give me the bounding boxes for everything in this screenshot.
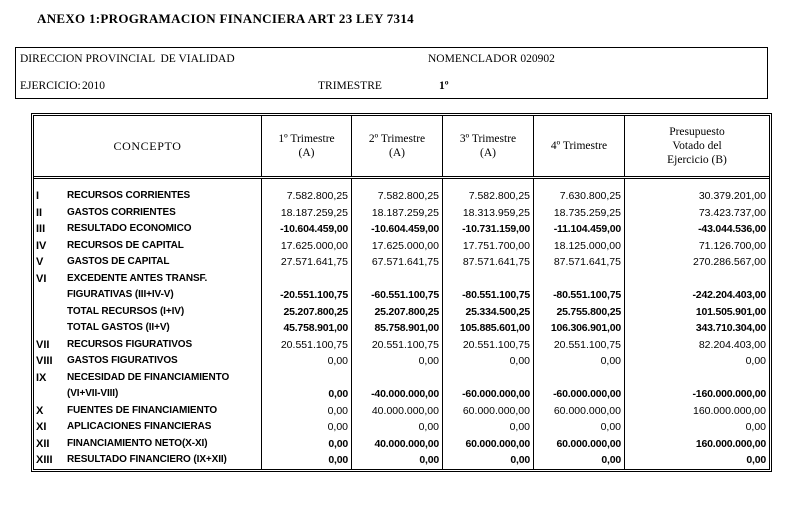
roman-numeral: VI [36,272,47,285]
concept-cell [34,320,262,337]
value-cell: -80.551.100,75 [534,287,625,304]
value-cell [443,271,534,288]
concept-cell [34,304,262,321]
row-label: RECURSOS DE CAPITAL [67,239,184,251]
concept-cell [34,419,262,436]
value-cell [352,271,443,288]
roman-numeral: XIII [36,454,53,466]
roman-numeral: II [36,206,43,219]
table-row [34,320,769,337]
value-cell: 343.710.304,00 [695,322,766,334]
roman-numeral: X [36,404,44,417]
concept-cell [34,370,262,387]
roman-numeral [34,179,67,188]
roman-numeral: IV [36,239,47,252]
value-cell: 71.126.700,00 [698,239,766,252]
row-label: FIGURATIVAS (III+IV-V) [67,289,174,300]
value-cell: 40.000.000,00 [352,403,443,420]
roman-numeral [34,304,67,321]
value-cell: 0,00 [352,419,443,436]
value-cell: 87.571.641,75 [443,254,534,271]
value-cell: 18.735.259,25 [534,205,625,222]
entity-name: DIRECCION PROVINCIAL DE VIALIDAD [20,53,235,65]
roman-numeral: IX [36,371,47,384]
value-cell: 0,00 [745,421,766,433]
value-cell: -160.000.000,00 [692,388,766,400]
roman-numeral: I [36,190,40,202]
table-header-row [34,116,769,179]
row-label: RESULTADO FINANCIERO (IX+XII) [67,454,227,465]
trimestre-value: 1º [439,80,449,92]
concept-cell [34,403,262,420]
value-cell: 20.551.100,75 [352,337,443,354]
concept-cell [34,238,262,255]
row-label: EXCEDENTE ANTES TRANSF. [67,272,208,284]
value-cell: -43.044.536,00 [698,223,766,235]
value-cell: 73.423.737,00 [698,206,766,219]
value-cell: 7.582.800,25 [262,188,352,205]
concept-column-header: CONCEPTO [34,116,262,176]
table-row [34,271,769,288]
value-cell: 0,00 [745,355,766,367]
value-cell: 0,00 [534,353,625,370]
value-cell: 160.000.000,00 [695,437,766,450]
value-cell: 0,00 [262,419,352,436]
value-cell: 67.571.641,75 [352,254,443,271]
value-cell: 17.751.700,00 [443,238,534,255]
roman-numeral: VIII [36,355,53,367]
value-cell: 45.758.901,00 [262,320,352,337]
value-cell: 40.000.000,00 [352,436,443,453]
concept-cell [34,188,262,205]
value-cell: 25.755.800,25 [534,304,625,321]
table-row [34,436,769,453]
value-cell [352,370,443,387]
column-header: 4º Trimestre [534,116,625,176]
value-cell [443,179,534,188]
concept-cell [34,287,262,304]
trimestre-label: TRIMESTRE [318,80,382,92]
roman-numeral [34,386,67,403]
page-title: ANEXO 1:PROGRAMACION FINANCIERA ART 23 LEY 7314 [37,11,414,26]
value-cell: 0,00 [262,386,352,403]
info-box [15,47,768,99]
row-label: GASTOS DE CAPITAL [67,256,170,267]
value-cell: -11.104.459,00 [534,221,625,238]
value-cell: 101.505.901,00 [695,305,766,318]
value-cell: 0,00 [443,353,534,370]
table-row [34,337,769,354]
value-cell: 60.000.000,00 [534,436,625,453]
value-cell: 0,00 [352,353,443,370]
financial-table [31,113,772,472]
value-cell: 7.582.800,25 [443,188,534,205]
row-label: TOTAL RECURSOS (I+IV) [67,305,185,317]
value-cell: 25.207.800,25 [262,304,352,321]
roman-numeral: VII [36,338,50,351]
value-cell: -40.000.000,00 [352,386,443,403]
value-cell: 0,00 [746,454,766,466]
ejercicio-value: 2010 [82,80,105,92]
value-cell: -10.604.459,00 [352,221,443,238]
value-cell: 0,00 [443,419,534,436]
value-cell: 85.758.901,00 [352,320,443,337]
row-label: TOTAL GASTOS (II+V) [67,322,170,333]
table-row [34,370,769,387]
value-cell [625,271,769,288]
value-cell: 105.885.601,00 [443,320,534,337]
value-cell [262,370,352,387]
concept-cell [34,386,262,403]
table-row [34,419,769,436]
value-cell [262,179,352,188]
value-cell: 160.000.000,00 [693,404,766,417]
value-cell: 0,00 [352,452,443,469]
concept-cell [34,179,262,188]
roman-numeral: III [36,223,46,235]
table-row [34,353,769,370]
value-cell: 18.125.000,00 [534,238,625,255]
value-cell: 27.571.641,75 [262,254,352,271]
value-cell: 20.551.100,75 [262,337,352,354]
value-cell: 0,00 [534,419,625,436]
row-label: RECURSOS CORRIENTES [67,190,191,201]
table-row [34,452,769,469]
roman-numeral: XII [36,437,50,450]
row-label: APLICACIONES FINANCIERAS [67,421,212,432]
value-cell: 0,00 [262,436,352,453]
value-cell: 106.306.901,00 [534,320,625,337]
value-cell: 17.625.000,00 [262,238,352,255]
table-row [34,287,769,304]
value-cell: 25.334.500,25 [443,304,534,321]
value-cell: 25.207.800,25 [352,304,443,321]
concept-cell [34,353,262,370]
value-cell: 0,00 [443,452,534,469]
value-cell: 60.000.000,00 [443,403,534,420]
value-cell [352,179,443,188]
table-row [34,304,769,321]
value-cell [625,179,769,188]
value-cell: 18.187.259,25 [262,205,352,222]
value-cell [262,271,352,288]
value-cell: 82.204.403,00 [698,338,766,351]
table-row [34,254,769,271]
value-cell: 0,00 [262,353,352,370]
row-label: NECESIDAD DE FINANCIAMIENTO [67,371,230,383]
value-cell: 20.551.100,75 [443,337,534,354]
value-cell: -242.204.403,00 [692,289,766,301]
value-cell [625,370,769,387]
table-body [34,179,769,469]
value-cell: 30.379.201,00 [698,190,766,202]
concept-cell [34,205,262,222]
table-row [34,188,769,205]
value-cell: 7.630.800,25 [534,188,625,205]
roman-numeral: V [36,256,44,268]
concept-cell [34,337,262,354]
table-row [34,238,769,255]
concept-cell [34,271,262,288]
roman-numeral [34,320,67,337]
value-cell: -60.551.100,75 [352,287,443,304]
concept-cell [34,452,262,469]
value-cell: 18.187.259,25 [352,205,443,222]
value-cell: 60.000.000,00 [443,436,534,453]
ejercicio-label: EJERCICIO: [20,80,81,92]
value-cell: 87.571.641,75 [534,254,625,271]
value-cell [534,370,625,387]
value-cell [443,370,534,387]
value-cell: 18.313.959,25 [443,205,534,222]
value-cell [534,271,625,288]
value-cell: -10.604.459,00 [262,221,352,238]
value-cell: -60.000.000,00 [534,386,625,403]
value-cell: 0,00 [262,452,352,469]
table-row [34,386,769,403]
roman-numeral: XI [36,421,47,433]
row-label: RECURSOS FIGURATIVOS [67,338,193,350]
value-cell: -80.551.100,75 [443,287,534,304]
row-label: (VI+VII-VIII) [67,388,119,399]
value-cell: -10.731.159,00 [443,221,534,238]
row-label: FINANCIAMIENTO NETO(X-XI) [67,437,208,449]
value-cell: 17.625.000,00 [352,238,443,255]
row-label: GASTOS FIGURATIVOS [67,355,178,366]
value-cell: 270.286.567,00 [693,256,766,268]
table-row [34,221,769,238]
column-header: 2º Trimestre (A) [352,116,443,176]
row-label: GASTOS CORRIENTES [67,206,176,218]
value-cell: -20.551.100,75 [262,287,352,304]
value-cell: 7.582.800,25 [352,188,443,205]
value-cell [534,179,625,188]
roman-numeral [34,287,67,304]
table-row [34,205,769,222]
row-label: FUENTES DE FINANCIAMIENTO [67,404,218,416]
table-row [34,403,769,420]
nomenclador: NOMENCLADOR 020902 [428,53,555,65]
value-cell: 0,00 [534,452,625,469]
concept-cell [34,221,262,238]
concept-cell [34,436,262,453]
value-cell: 20.551.100,75 [534,337,625,354]
column-header: 1º Trimestre (A) [262,116,352,176]
row-label: RESULTADO ECONOMICO [67,223,192,234]
value-cell: 60.000.000,00 [534,403,625,420]
spacer-row [34,179,769,188]
concept-cell [34,254,262,271]
column-header: 3º Trimestre (A) [443,116,534,176]
value-cell: -60.000.000,00 [443,386,534,403]
column-header: Presupuesto Votado del Ejercicio (B) [667,126,727,166]
value-cell: 0,00 [262,403,352,420]
